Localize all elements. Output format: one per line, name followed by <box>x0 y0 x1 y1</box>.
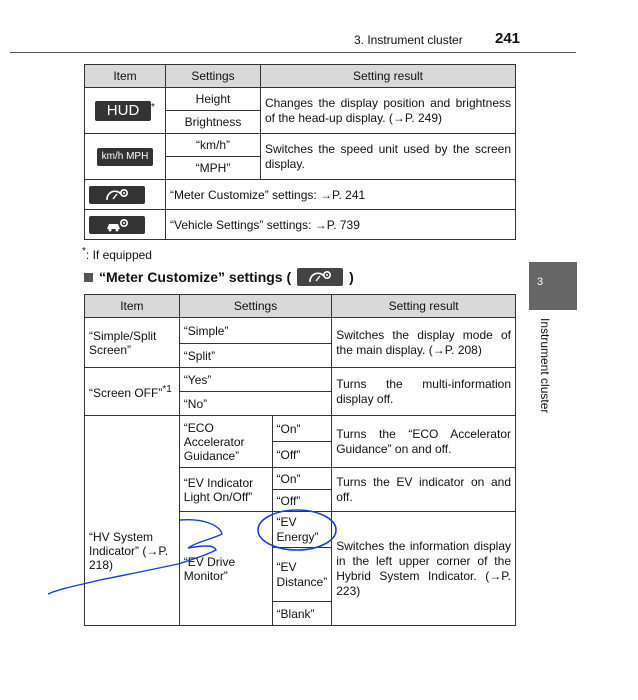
header-section-title: 3. Instrument cluster <box>354 33 463 47</box>
hud-setting-height: Height <box>166 88 261 111</box>
ev-energy-option: “EV Energy” <box>272 512 332 548</box>
setting-split: “Split” <box>179 344 331 368</box>
hud-asterisk: * <box>151 101 155 113</box>
ev-indicator-off: “Off” <box>272 490 332 512</box>
col-header-result: Setting result <box>332 295 516 318</box>
setting-simple: “Simple” <box>179 318 331 344</box>
screen-off-result: Turns the multi-information display off. <box>332 368 516 416</box>
vehicle-settings-link-text: “Vehicle Settings” settings: →P. 739 <box>166 210 516 240</box>
ev-drive-monitor-label: “EV Drive Monitor” <box>179 512 272 626</box>
annotation-scribble <box>48 520 222 594</box>
col-header-settings: Settings <box>166 65 261 88</box>
screen-off-label: “Screen OFF” <box>89 385 163 400</box>
ev-indicator-on: “On” <box>272 468 332 490</box>
eco-on: “On” <box>272 416 332 442</box>
simple-split-item: “Simple/Split Screen” <box>85 318 180 368</box>
ev-indicator-label: “EV Indicator Light On/Off” <box>179 468 272 512</box>
speed-unit-badge: km/h MPH <box>97 148 153 166</box>
page-number: 241 <box>495 30 521 47</box>
hud-badge: HUD <box>95 101 151 121</box>
eco-result: Turns the “ECO Accelerator Guidance” on and off. <box>332 416 516 468</box>
speed-setting-mph: “MPH” <box>166 157 261 180</box>
meter-customize-link-text: “Meter Customize” settings: →P. 241 <box>166 180 516 210</box>
speed-result: Switches the speed unit used by the screen display. <box>261 134 516 180</box>
eco-guidance-label: “ECO Accelerator Guidance” <box>179 416 272 468</box>
col-header-item: Item <box>85 295 180 318</box>
footnote-mark: * <box>82 246 86 257</box>
hud-setting-brightness: Brightness <box>166 111 261 134</box>
simple-split-result: Switches the display mode of the main display. (→P. 208) <box>332 318 516 368</box>
screen-off-footnote: *1 <box>162 383 172 395</box>
section-heading-close: ) <box>349 269 354 285</box>
chapter-tab-label: Instrument cluster <box>538 318 552 414</box>
setting-no: “No” <box>179 392 331 416</box>
chapter-tab-number: 3 <box>537 276 544 288</box>
hud-result: Changes the display position and brightness of the head-up display. (→P. 249) <box>261 88 516 134</box>
col-header-item: Item <box>85 65 166 88</box>
col-header-settings: Settings <box>179 295 331 318</box>
setting-yes: “Yes” <box>179 368 331 392</box>
col-header-result: Setting result <box>261 65 516 88</box>
hv-system-indicator-item: “HV System Indicator” (→P. 218) <box>85 416 180 626</box>
section-heading-text: “Meter Customize” settings ( <box>99 269 292 285</box>
ev-drive-result: Switches the information display in the left upper corner of the Hybrid System Indicator. (→P. 223) <box>332 512 516 626</box>
speed-setting-kmh: “km/h” <box>166 134 261 157</box>
ev-distance-option: “EV Distance” <box>272 548 332 602</box>
blank-option: “Blank” <box>272 602 332 626</box>
footnote-text: : If equipped <box>85 248 152 262</box>
ev-indicator-result: Turns the EV indicator on and off. <box>332 468 516 512</box>
eco-off: “Off” <box>272 442 332 468</box>
annotation-circle <box>258 510 336 550</box>
